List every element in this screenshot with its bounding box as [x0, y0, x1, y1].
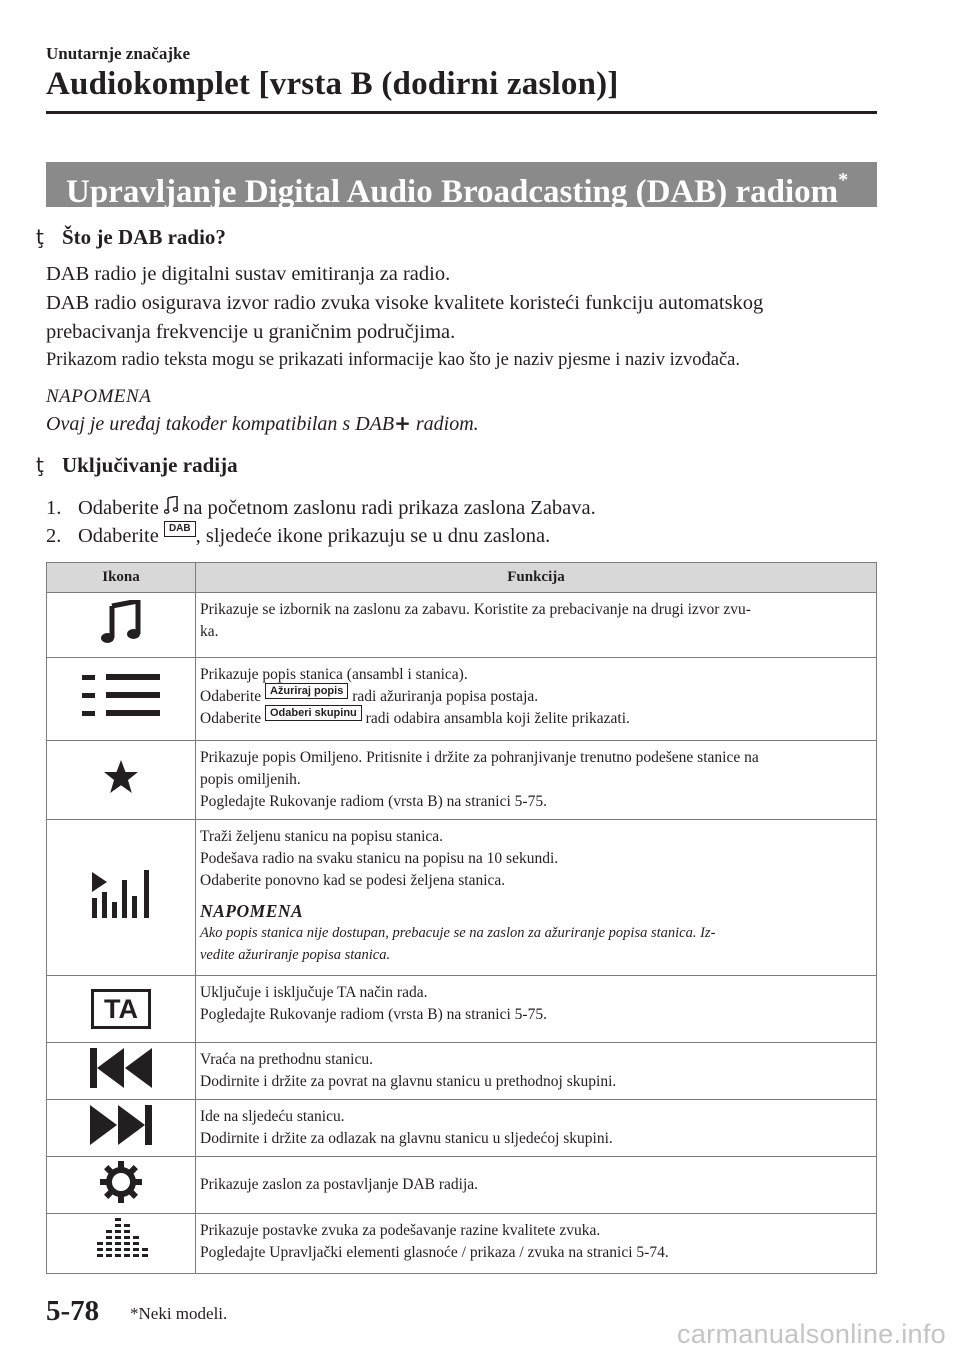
function-line: ka. [200, 623, 219, 640]
step-number: 1. [46, 497, 62, 519]
step-text: Odaberite [78, 525, 164, 547]
function-cell [196, 593, 877, 658]
table-header-cell: Funkcija [196, 563, 877, 593]
table-row [47, 1043, 877, 1100]
icon-cell [47, 1043, 196, 1100]
function-cell [196, 1157, 877, 1214]
function-line: Prikazuje zaslon za postavljanje DAB radija. [200, 1176, 479, 1193]
cell-note-line: vedite ažuriranje popisa stanica. [200, 947, 391, 963]
function-cell [196, 658, 877, 741]
function-line: Ide na sljedeću stanicu. [200, 1108, 345, 1125]
bullet-marker: ţ [36, 453, 44, 477]
subheading-turning-on [36, 453, 238, 478]
function-line: Pogledajte Rukovanje radiom (vrsta B) na stranici 5-75. [200, 793, 547, 810]
function-line: Pogledajte Upravljački elementi glasnoće / prikaza / zvuka na stranici 5-74. [200, 1244, 669, 1261]
subheading-text: Uključivanje radija [62, 453, 238, 477]
function-cell [196, 976, 877, 1043]
step-text: , sljedeće ikone prikazuju se u dnu zaslona. [195, 525, 551, 547]
table-row [47, 1157, 877, 1214]
dab-plus-mark: + [394, 411, 411, 435]
step-text: Odaberite [78, 497, 164, 519]
subheading-what-is-dab [36, 225, 226, 250]
icon-cell [47, 1214, 196, 1274]
function-cell [196, 1043, 877, 1100]
icon-cell [47, 976, 196, 1043]
note-text-part: radiom. [410, 413, 479, 435]
function-line: Prikazuje se izbornik na zaslonu za zabavu. Koristite za prebacivanje na drugi izvor zvu- [200, 601, 751, 618]
section-banner [46, 162, 877, 210]
running-title: Unutarnje značajke [46, 44, 191, 63]
icon-cell [47, 741, 196, 820]
sound-settings-icon [94, 1249, 148, 1266]
ta-icon: TA [91, 989, 151, 1029]
update-list-button: Ažuriraj popis [265, 683, 348, 699]
paragraph-line: DAB radio je digitalni sustav emitiranja za radio. [46, 263, 451, 285]
step-1 [46, 496, 596, 520]
next-track-icon [90, 1132, 152, 1149]
cell-note-line: Ako popis stanica nije dostupan, prebacuje se na zaslon za ažuriranje popisa stanica. Iz- [200, 925, 716, 941]
footnote: *Neki modeli. [130, 1304, 228, 1323]
music-note-icon [101, 631, 141, 648]
function-line: Podešava radio na svaku stanicu na popisu na 10 sekundi. [200, 850, 559, 867]
step-number: 2. [46, 525, 62, 547]
icon-cell [47, 820, 196, 976]
section-title: Upravljanje Digital Audio Broadcasting (DAB) radiom [66, 174, 839, 210]
function-cell [196, 820, 877, 976]
note-text-part: Ovaj je uređaj također kompatibilan s DAB [46, 413, 395, 435]
paragraph-line: DAB radio osigurava izvor radio zvuka visoke kvalitete koristeći funkciju automatskog [46, 292, 764, 314]
watermark: carmanualsonline.info [677, 1319, 946, 1349]
icon-cell [47, 593, 196, 658]
note-text [46, 411, 479, 436]
gear-icon [100, 1190, 142, 1207]
table-row [47, 1214, 877, 1274]
page-number: 5-78 [46, 1295, 100, 1327]
icon-cell [47, 1157, 196, 1214]
function-line: Dodirnite i držite za odlazak na glavnu stanicu u sljedećoj skupini. [200, 1130, 613, 1147]
note-heading: NAPOMENA [46, 386, 152, 407]
function-line [200, 708, 870, 730]
function-text: Odaberite [200, 710, 265, 727]
table-header-row [47, 563, 877, 593]
scan-icon [90, 905, 152, 922]
function-text: Odaberite [200, 688, 265, 705]
function-cell [196, 1214, 877, 1274]
function-line: Prikazuje postavke zvuka za podešavanje razine kvalitete zvuka. [200, 1222, 601, 1239]
previous-track-icon [90, 1075, 152, 1092]
function-line: Dodirnite i držite za povrat na glavnu stanicu u prethodnoj skupini. [200, 1073, 617, 1090]
function-line: popis omiljenih. [200, 771, 301, 788]
star-icon [103, 782, 139, 799]
paragraph-line: Prikazom radio teksta mogu se prikazati informacije kao što je naziv pjesme i naziv izvođača. [46, 350, 741, 370]
dab-button: DAB [164, 521, 196, 537]
icon-cell [47, 658, 196, 741]
function-text: radi odabira ansambla koji želite prikazati. [361, 710, 630, 727]
table-row [47, 658, 877, 741]
table-row [47, 976, 877, 1043]
function-line: Odaberite ponovno kad se podesi željena stanica. [200, 872, 506, 889]
table-row [47, 593, 877, 658]
select-group-button: Odaberi skupinu [265, 705, 362, 721]
table-row [47, 820, 877, 976]
section-title-mark: * [838, 169, 849, 191]
function-line: Uključuje i isključuje TA način rada. [200, 984, 428, 1001]
paragraph-line: prebacivanja frekvencije u graničnim područjima. [46, 321, 456, 343]
function-line: Prikazuje popis stanica (ansambl i stanica). [200, 666, 468, 683]
table-row [47, 741, 877, 820]
icon-function-table [46, 562, 877, 1274]
icon-cell [47, 1100, 196, 1157]
function-cell [196, 1100, 877, 1157]
subheading-text: Što je DAB radio? [62, 225, 226, 249]
chapter-title: Audiokomplet [vrsta B (dodirni zaslon)] [46, 66, 619, 102]
function-text: radi ažuriranja popisa postaja. [348, 688, 539, 705]
function-cell [196, 741, 877, 820]
step-text: na početnom zaslonu radi prikaza zaslona Zabava. [177, 497, 596, 519]
music-note-icon [164, 497, 178, 519]
table-row [47, 1100, 877, 1157]
function-line: Traži željenu stanicu na popisu stanica. [200, 828, 444, 845]
station-list-icon [82, 706, 160, 723]
table-header-cell: Ikona [47, 563, 196, 593]
cell-note-heading: NAPOMENA [200, 901, 304, 921]
bullet-marker: ţ [36, 225, 44, 249]
header-rule [46, 111, 877, 114]
function-line: Pogledajte Rukovanje radiom (vrsta B) na stranici 5-75. [200, 1006, 547, 1023]
function-line: Prikazuje popis Omiljeno. Pritisnite i držite za pohranjivanje trenutno podešene stanice na [200, 749, 759, 766]
function-line: Vraća na prethodnu stanicu. [200, 1051, 373, 1068]
step-2 [46, 525, 550, 548]
